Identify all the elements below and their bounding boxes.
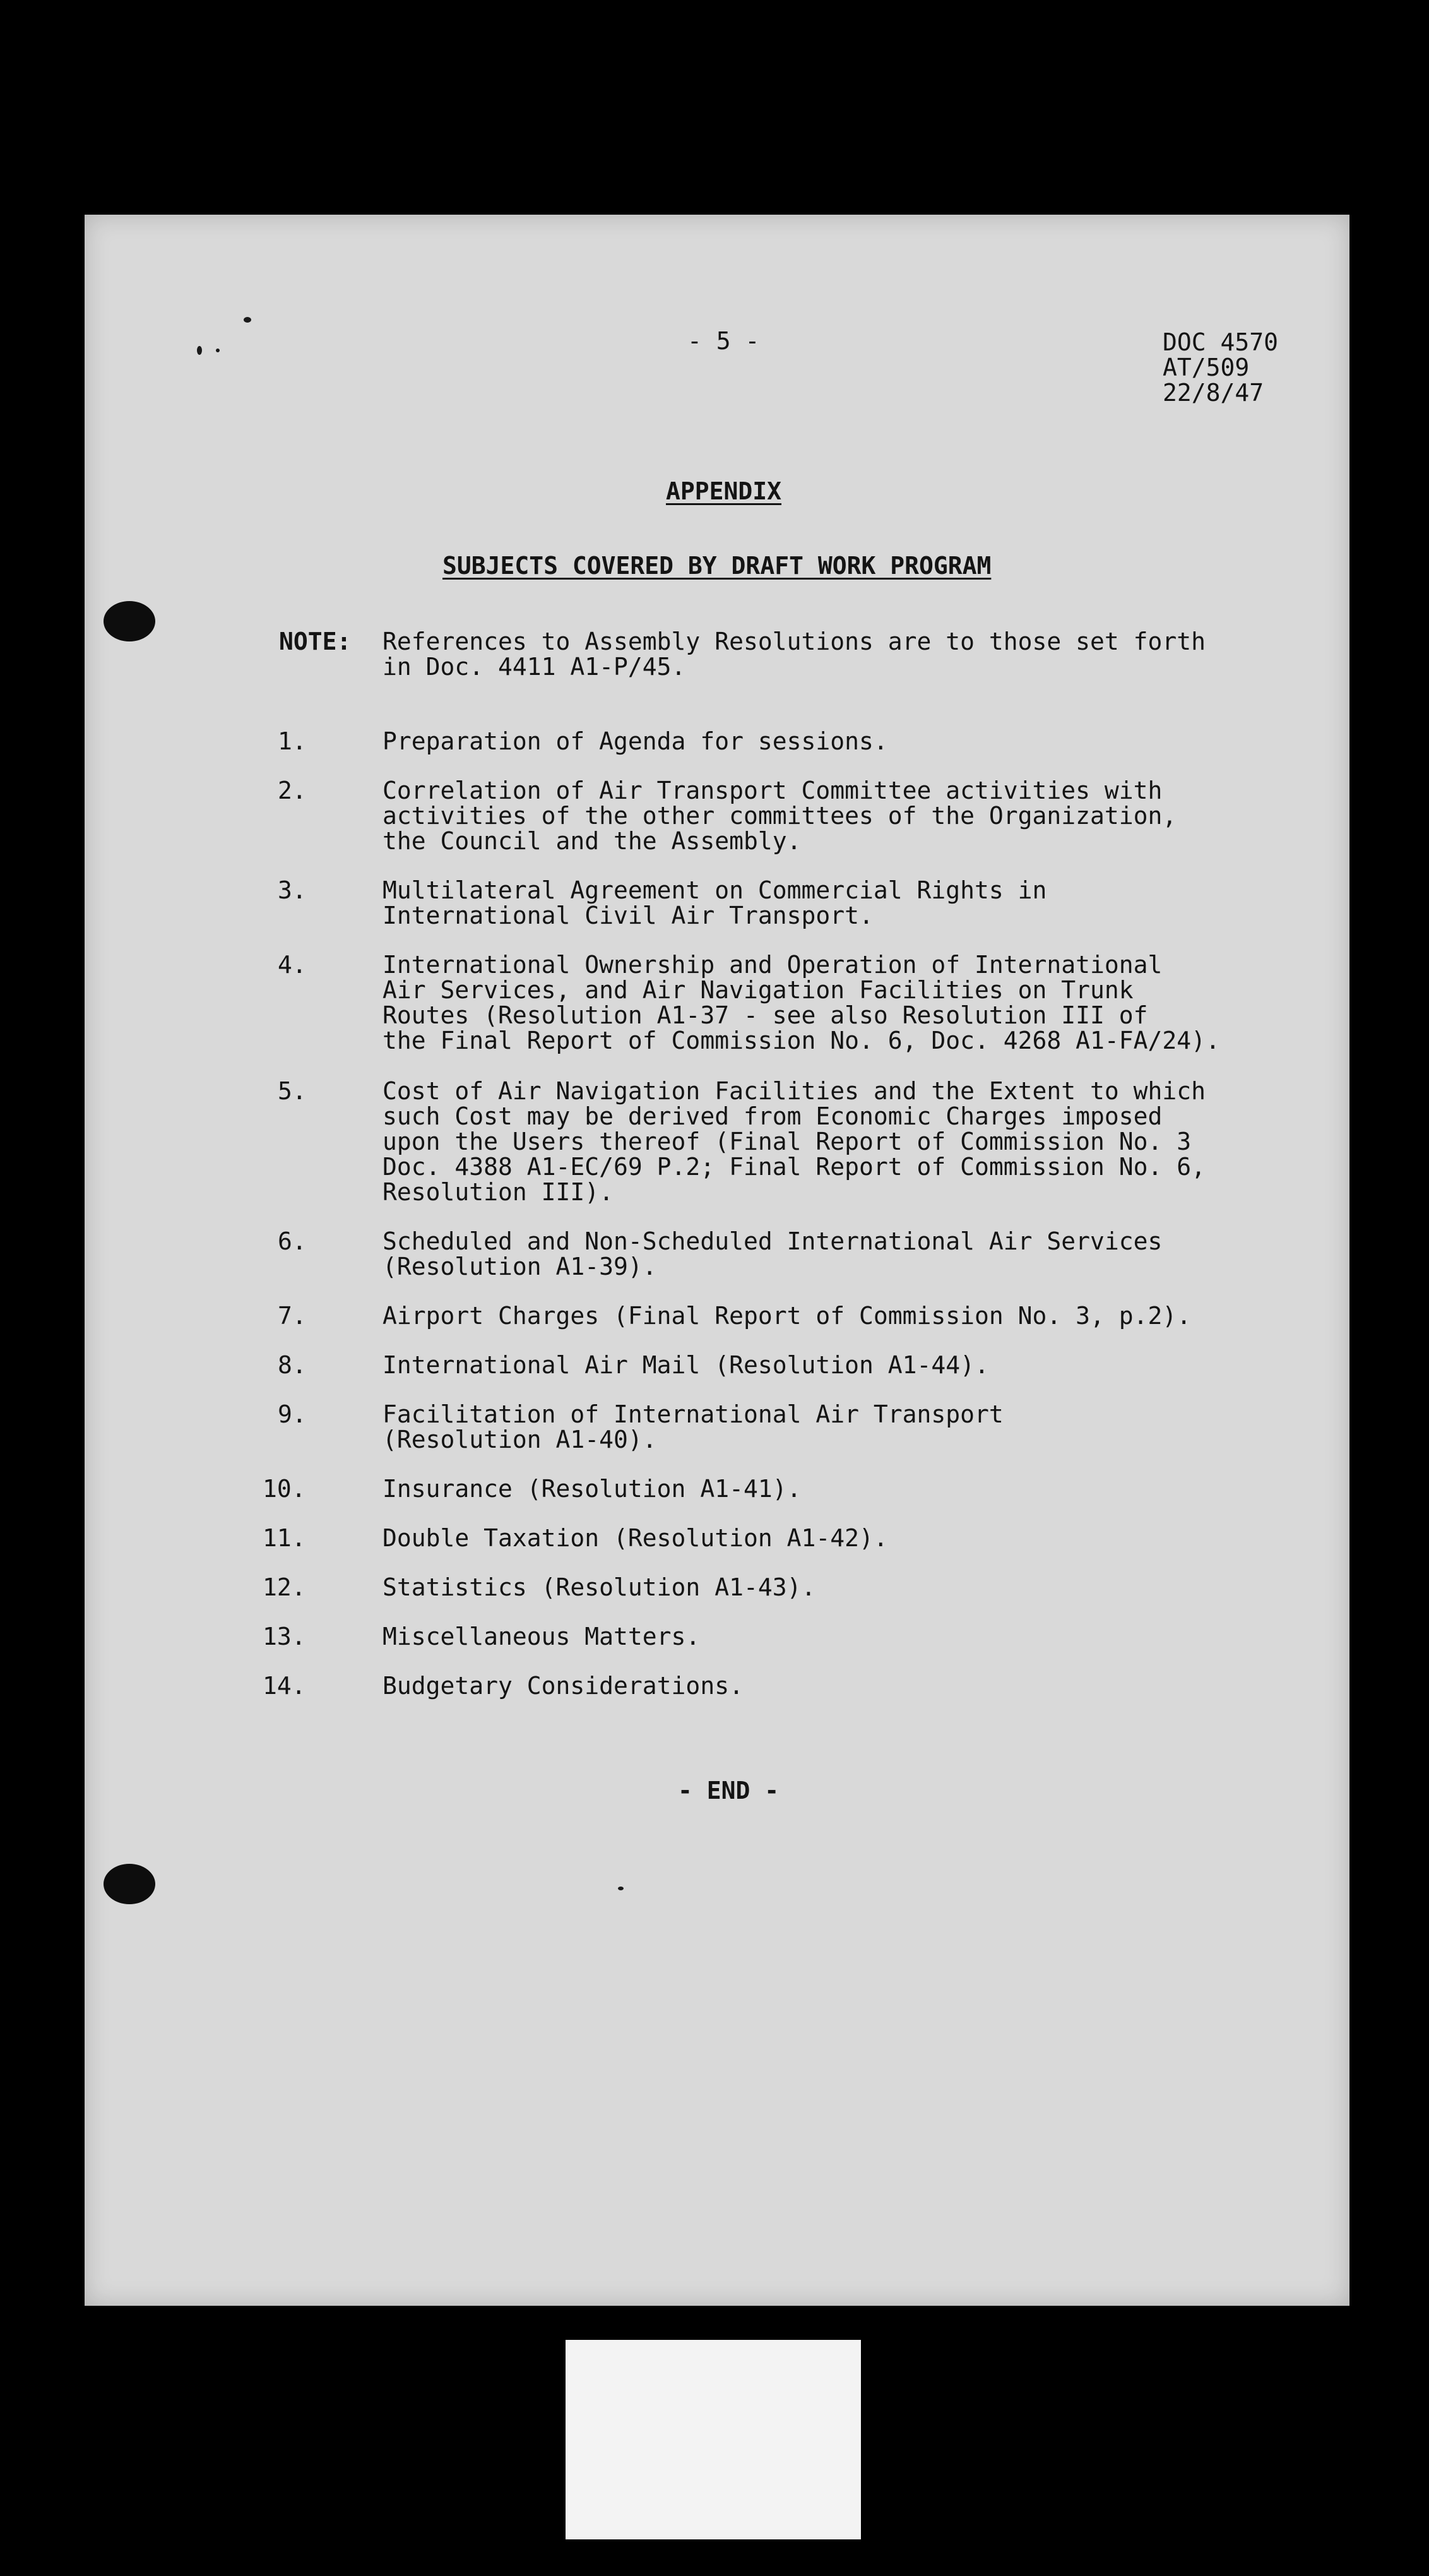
- list-item-text-line: Routes (Resolution A1-37 - see also Resolution III of: [382, 1001, 1148, 1029]
- doc-ref-line-2: AT/509: [1163, 354, 1250, 381]
- list-item-text-line: Correlation of Air Transport Committee activities with: [382, 777, 1163, 804]
- note-line-2: in Doc. 4411 A1-P/45.: [382, 653, 686, 681]
- list-item-text-line: International Ownership and Operation of International: [382, 951, 1163, 979]
- list-item-number: 14.: [263, 1672, 306, 1700]
- punch-hole-top: [104, 601, 155, 641]
- list-item-text-line: Statistics (Resolution A1-43).: [382, 1573, 816, 1601]
- end-marker: - END -: [678, 1777, 780, 1804]
- page-number: - 5 -: [687, 327, 760, 355]
- list-item-text-line: Air Services, and Air Navigation Facilities on Trunk: [382, 976, 1134, 1004]
- ink-speck: [216, 349, 220, 352]
- list-item-text-line: International Civil Air Transport.: [382, 902, 874, 929]
- list-item-text-line: such Cost may be derived from Economic Charges imposed: [382, 1102, 1163, 1130]
- list-item-number: 1.: [278, 727, 307, 755]
- list-item-number: 8.: [278, 1351, 307, 1379]
- list-item-text-line: Insurance (Resolution A1-41).: [382, 1475, 802, 1503]
- list-item-number: 9.: [278, 1400, 307, 1428]
- list-item-text-line: upon the Users thereof (Final Report of Commission No. 3: [382, 1128, 1192, 1155]
- list-item-text-line: Cost of Air Navigation Facilities and the Extent to which: [382, 1077, 1206, 1105]
- list-item-number: 3.: [278, 876, 307, 904]
- page-title: APPENDIX: [666, 477, 782, 505]
- white-slip: [566, 2340, 861, 2539]
- note-label: NOTE:: [279, 628, 352, 655]
- list-item-number: 2.: [278, 777, 307, 804]
- list-item-number: 4.: [278, 951, 307, 979]
- list-item-number: 7.: [278, 1302, 307, 1330]
- list-item-text-line: (Resolution A1-40).: [382, 1426, 657, 1453]
- list-item-text-line: Resolution III).: [382, 1178, 614, 1206]
- doc-ref-line-3: 22/8/47: [1163, 379, 1264, 407]
- list-item-text-line: International Air Mail (Resolution A1-44).: [382, 1351, 989, 1379]
- document-page: [85, 215, 1349, 2306]
- list-item-number: 12.: [263, 1573, 306, 1601]
- list-item-number: 11.: [263, 1524, 306, 1552]
- ink-speck: [244, 317, 251, 323]
- list-item-number: 13.: [263, 1623, 306, 1650]
- list-item-text-line: Scheduled and Non-Scheduled International Air Services: [382, 1227, 1163, 1255]
- list-item-text-line: Double Taxation (Resolution A1-42).: [382, 1524, 888, 1552]
- list-item-text-line: Budgetary Considerations.: [382, 1672, 744, 1700]
- list-item-text-line: the Final Report of Commission No. 6, Doc. 4268 A1-FA/24).: [382, 1027, 1220, 1054]
- list-item-number: 10.: [263, 1475, 306, 1503]
- list-item-text-line: Airport Charges (Final Report of Commission No. 3, p.2).: [382, 1302, 1192, 1330]
- list-item-text-line: Multilateral Agreement on Commercial Rights in: [382, 876, 1047, 904]
- list-item-text-line: Preparation of Agenda for sessions.: [382, 727, 888, 755]
- page-subtitle: SUBJECTS COVERED BY DRAFT WORK PROGRAM: [442, 552, 992, 580]
- list-item-text-line: (Resolution A1-39).: [382, 1253, 657, 1280]
- note-line-1: References to Assembly Resolutions are to those set forth: [382, 628, 1206, 655]
- ink-speck: [197, 346, 202, 355]
- ink-speck: [618, 1887, 624, 1890]
- list-item-text-line: Doc. 4388 A1-EC/69 P.2; Final Report of Commission No. 6,: [382, 1153, 1206, 1181]
- list-item-number: 6.: [278, 1227, 307, 1255]
- list-item-number: 5.: [278, 1077, 307, 1105]
- list-item-text-line: Facilitation of International Air Transport: [382, 1400, 1004, 1428]
- list-item-text-line: Miscellaneous Matters.: [382, 1623, 701, 1650]
- list-item-text-line: the Council and the Assembly.: [382, 827, 802, 855]
- doc-ref-line-1: DOC 4570: [1163, 328, 1279, 356]
- punch-hole-bottom: [104, 1864, 155, 1904]
- list-item-text-line: activities of the other committees of the Organization,: [382, 802, 1177, 830]
